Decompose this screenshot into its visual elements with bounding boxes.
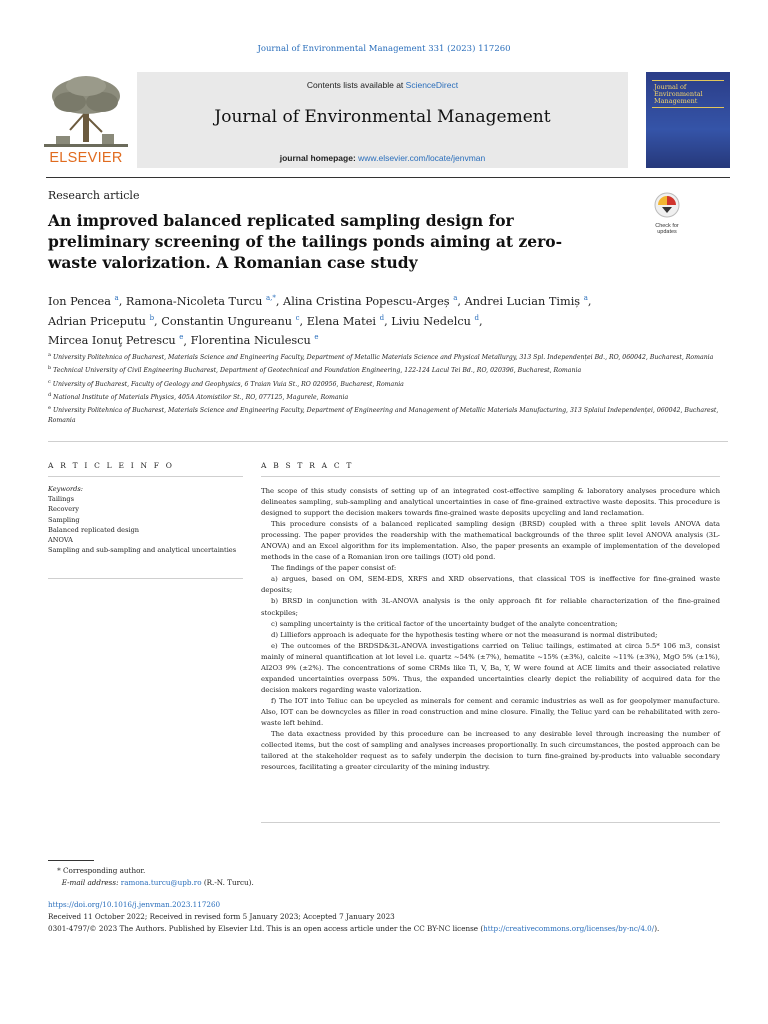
keyword-item: Sampling xyxy=(48,515,80,524)
author-name-text: Ramona-Nicoleta Turcu xyxy=(125,294,263,308)
author-affiliation-mark[interactable]: a xyxy=(114,294,119,302)
author-name-text: Elena Matei xyxy=(306,314,376,328)
author-name[interactable] xyxy=(191,334,319,347)
journal-cover-thumbnail[interactable] xyxy=(646,72,730,168)
author-affiliation-mark[interactable]: a xyxy=(453,294,458,302)
affiliation-key: a xyxy=(48,352,51,358)
abstract-paragraph: a) argues, based on OM, SEM-EDS, XRFS and XRD observations, that classical TOS is ineffective for fine-grained waste deposits; xyxy=(261,575,720,595)
keywords-block xyxy=(48,484,238,555)
abstract-paragraph: d) Lilliefors approach is adequate for the hypothesis testing where or not the measurand is normal distributed; xyxy=(271,630,658,639)
author-affiliation-mark[interactable]: d xyxy=(379,313,385,322)
author-affiliation-mark[interactable]: d xyxy=(474,313,480,322)
contents-line xyxy=(137,80,628,90)
abstract-paragraph: The findings of the paper consist of: xyxy=(271,564,397,573)
affiliation-key: c xyxy=(48,378,51,385)
abstract-paragraph: f) The IOT into Teliuc can be upcycled as minerals for cement and ceramic industries as well as for geopolymer manufacture. Also, IOT can be downcycles as filler in road construction and mine closure. Finally, the Teliuc yard can be rehabilitated with zero-waste left behind. xyxy=(261,696,720,727)
author-name-text: Adrian Priceputu xyxy=(48,314,146,328)
author-affiliation-mark[interactable]: e xyxy=(314,333,319,342)
author-name[interactable] xyxy=(465,295,588,308)
affiliation-text: University Politehnica of Bucharest, Materials Science and Engineering Faculty, Department of Metallic Materials Science and Physical Metallurgy, 313 Spl. Independenței Bd., RO, 060042, Bucharest, Romania xyxy=(52,354,714,362)
author-name[interactable] xyxy=(283,295,457,308)
keywords-label: Keywords: xyxy=(48,485,83,493)
author-name[interactable] xyxy=(161,315,299,328)
running-head[interactable]: Journal of Environmental Management 331 (2023) 117260 xyxy=(257,44,511,54)
keyword-item: ANOVA xyxy=(48,536,73,545)
author-name-text: Constantin Ungureanu xyxy=(161,314,292,328)
affiliation-item xyxy=(48,350,728,363)
corresponding-footnote: * Corresponding author. xyxy=(48,866,146,875)
author-list: Ion Pencea $^a$, Ramona-Nicoleta Turcu $^{a,*}$, Alina Cristina Popescu-Argeș $^a$, Andrei Lucian Timiș $^a$, Adrian Priceputu $^b$, Constantin Ungureanu $^c$, Elena Matei $^d$, Liviu Nedelcu $^d$, Mircea Ionuţ Petrescu $^e$, Florentina Niculescu $^e$ xyxy=(48,294,592,348)
elsevier-logo xyxy=(40,72,132,168)
abstract-paragraph: b) BRSD in conjunction with 3L-ANOVA analysis is the only approach fit for reliable characterization of the fine-grained stockpiles; xyxy=(261,597,720,617)
affiliation-key: d xyxy=(48,391,52,398)
license-link[interactable]: http://creativecommons.org/licenses/by-nc/4.0/ xyxy=(483,924,655,933)
abstract-paragraph: c) sampling uncertainty is the critical factor of the uncertainty budget of the analyte concentration; xyxy=(271,619,618,628)
email-footnote xyxy=(48,877,728,889)
affiliation-key: b xyxy=(48,365,52,372)
author-affiliation-mark[interactable]: a xyxy=(583,294,588,302)
author-name[interactable] xyxy=(48,295,119,308)
header-rule xyxy=(46,177,730,178)
affiliation-text: University of Bucharest, Faculty of Geology and Geophysics, 6 Traian Vuia St., RO 020956, Bucharest, Romania xyxy=(52,380,404,388)
abstract-paragraph: The data exactness provided by this procedure can be increased to any desirable level through increasing the number of collected items, but the cost of sampling and analyses increases proportionally. In such circumstances, the posted approach can be tailored at the stakeholder request as to safely underpin the decision to turn fine-grained by-products into valuable secondary resources, facilitating a greater circularity of the mining industry. xyxy=(261,730,720,772)
affiliation-text: Technical University of Civil Engineering Bucharest, Department of Geotechnical and Foundation Engineering, 122-124 Lacul Tei Bd., RO, 020396, Bucharest, Romania xyxy=(53,367,582,375)
paper-title: An improved balanced replicated sampling design for preliminary screening of the tailings ponds aiming at zero-waste valorization. A Romanian case study xyxy=(48,211,563,272)
author-name-text: Florentina Niculescu xyxy=(190,334,311,348)
divider xyxy=(48,476,243,477)
email-suffix: (R.-N. Turcu). xyxy=(201,878,254,887)
affiliation-key: e xyxy=(48,405,51,412)
divider xyxy=(48,578,243,579)
keyword-item: Tailings xyxy=(48,495,74,504)
check-updates-icon xyxy=(654,192,680,218)
affiliation-item xyxy=(48,377,728,390)
homepage-label: journal homepage: xyxy=(279,153,359,163)
journal-name: Journal of Environmental Management xyxy=(214,107,551,127)
keywords-list xyxy=(48,494,238,555)
footnotes xyxy=(48,865,728,889)
license-prefix: 0301-4797/© 2023 The Authors. Published by Elsevier Ltd. This is an open access article under the CC BY-NC license ( xyxy=(48,924,484,933)
author-affiliation-mark[interactable]: e xyxy=(179,333,184,342)
homepage-line xyxy=(137,153,628,163)
abstract-heading: A B S T R A C T xyxy=(261,461,354,470)
article-type: Research article xyxy=(48,189,140,202)
author-name[interactable] xyxy=(48,334,183,347)
email-label: E-mail address: xyxy=(61,878,119,887)
homepage-link[interactable]: www.elsevier.com/locate/jenvman xyxy=(358,153,486,163)
received-dates: Received 11 October 2022; Received in revised form 5 January 2023; Accepted 7 January 2023 xyxy=(48,912,395,921)
affiliation-text: University Politehnica of Bucharest, Materials Science and Engineering Faculty, Department of Engineering and Management of Metallic Materials Manufacturing, 313 Splaiul Independenței, 060042, Bucharest, Romania xyxy=(48,407,719,425)
sciencedirect-link[interactable]: ScienceDirect xyxy=(405,80,459,90)
abstract-paragraph: e) The outcomes of the BRDSD&3L-ANOVA investigations carried on Teliuc tailings, estimated at circa 5.5* 106 m3, consist mainly of mineral quantification at lot level i.e. quartz ~54% (±7%), hematite ~15% (±3%), calcite ~11% (±3%), MgO 5% (±1%), Al2O3 9% (±2%). The concentrations of some CRMs like Ti, V, Ba, Y, W were found at ACE limits and their associated relative expanded uncertainties overpass 50%. Thus, the expanded uncertainties clearly depict the reliability of acquired data for the decision makers regarding waste valorization. xyxy=(261,641,720,694)
license-suffix: ). xyxy=(654,924,660,933)
article-info-heading: A R T I C L E I N F O xyxy=(48,461,175,470)
keyword-item: Recovery xyxy=(48,505,80,514)
affiliation-text: National Institute of Materials Physics, 405A Atomistilor St., RO, 077125, Magurele, Romania xyxy=(53,393,349,401)
divider xyxy=(261,476,720,477)
publication-info xyxy=(48,899,724,935)
email-link[interactable]: ramona.turcu@upb.ro xyxy=(120,878,202,887)
check-for-updates-badge[interactable] xyxy=(645,192,689,235)
cover-title: Journal of Environmental Management xyxy=(654,83,703,105)
keyword-item: Sampling and sub-sampling and analytical uncertainties xyxy=(48,546,237,555)
author-name-text: Ion Pencea xyxy=(48,294,111,308)
contents-prefix: Contents lists available at xyxy=(306,80,406,90)
affiliation-item xyxy=(48,363,728,376)
author-name-text: Liviu Nedelcu xyxy=(391,314,471,328)
divider xyxy=(261,822,720,823)
check-updates-label: Check for updates xyxy=(655,223,679,235)
author-name[interactable] xyxy=(307,315,384,328)
abstract-body xyxy=(261,486,720,773)
keyword-item: Balanced replicated design xyxy=(48,525,140,534)
divider xyxy=(48,441,728,442)
author-affiliation-mark[interactable]: c xyxy=(295,313,300,322)
license-line xyxy=(48,923,724,935)
author-name-text: Andrei Lucian Timiș xyxy=(464,294,581,308)
publisher-name: ELSEVIER xyxy=(49,150,123,166)
author-name[interactable] xyxy=(391,315,479,328)
affiliation-item xyxy=(48,390,728,403)
abstract-paragraph: The scope of this study consists of setting up of an integrated cost-effective sampling & laboratory analyses procedure which delineates sampling, sub-sampling and analytical uncertainties in case of fine-grained extractive waste deposits. This procedure is designed to support the decision makers towards fine-grained waste deposits upcycling and land reclamation. xyxy=(261,487,720,518)
author-affiliation-mark[interactable]: b xyxy=(149,313,155,322)
author-affiliation-mark[interactable]: a,* xyxy=(265,294,276,302)
abstract-paragraph: This procedure consists of a balanced replicated sampling design (BRSD) coupled with a three split levels ANOVA data processing. The paper provides the readership with the mathematical backgrounds of the three split level ANOVA analysis (3L-ANOVA) and an Excel algorithm for its implementation. Also, the paper presents an example of implementation of the developed methods in the case of a Romanian iron ore tailings (IOT) old pond. xyxy=(261,520,720,562)
elsevier-tree-icon xyxy=(40,72,132,150)
corresponding-label: Corresponding author. xyxy=(63,866,146,875)
author-name-text: Mircea Ionuţ Petrescu xyxy=(48,334,176,348)
author-name[interactable] xyxy=(48,315,154,328)
footnote-rule xyxy=(48,860,94,861)
author-name[interactable] xyxy=(126,295,276,308)
affiliation-item xyxy=(48,403,728,426)
affiliations xyxy=(48,350,728,427)
author-name-text: Alina Cristina Popescu-Argeș xyxy=(283,294,450,308)
doi-link[interactable]: https://doi.org/10.1016/j.jenvman.2023.117260 xyxy=(48,900,221,909)
